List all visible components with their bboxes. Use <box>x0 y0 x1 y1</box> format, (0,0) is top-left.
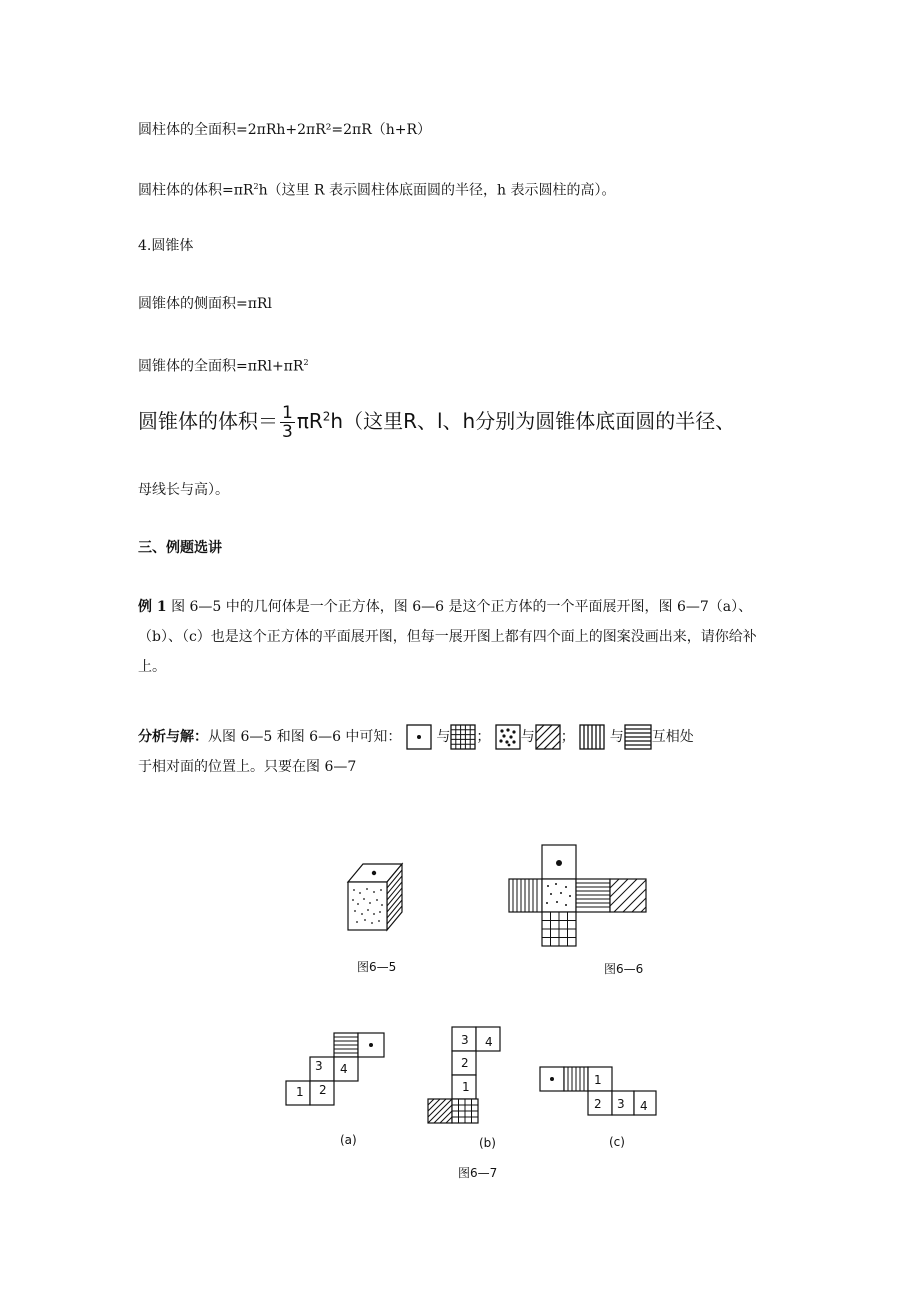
superscript: 2 <box>322 409 331 424</box>
text: 于相对面的位置上。只要在图 6—7 <box>138 759 357 775</box>
numerator: 1 <box>282 403 293 423</box>
text: 从图 6—5 和图 6—6 中可知： <box>208 729 402 745</box>
diagonal-face-icon <box>535 724 561 750</box>
example-label: 例 1 <box>138 599 167 615</box>
cylinder-volume-formula <box>138 177 616 201</box>
analysis <box>138 722 778 782</box>
cylinder-surface-formula: 圆柱体的全面积=2πRh+2πR²=2πR（h+R） <box>138 122 432 138</box>
figure-6-7-caption: 图6—7 <box>458 1166 498 1180</box>
text: 与 <box>436 729 451 745</box>
text: 互相处 <box>651 729 694 745</box>
text: 圆锥体的体积＝ <box>138 409 278 433</box>
cone-surface-formula <box>138 353 309 377</box>
fraction <box>280 404 295 441</box>
section-examples-heading: 三、例题选讲 <box>138 540 222 556</box>
figure-6-6-net <box>506 842 652 950</box>
face-number: 3 <box>461 1033 469 1047</box>
example-1 <box>138 592 778 682</box>
text: h（这里 R 表示圆柱体底面圆的半径，h 表示圆柱的高）。 <box>258 182 616 199</box>
face-number: 4 <box>340 1062 348 1076</box>
text: ； <box>560 729 575 745</box>
face-number: 2 <box>594 1097 602 1111</box>
example-text: 图 6—5 中的几何体是一个正方体，图 6—6 是这个正方体的一个平面展开图，图 6—7（a）、（b）、（c）也是这个正方体的平面展开图，但每一展开图上都有四个面上的图案没画出来，请你给补上。 <box>138 599 757 675</box>
horizontal-lines-face-icon <box>624 724 652 750</box>
text: h（这里R、l、h分别为圆锥体底面圆的半径、 <box>330 409 736 433</box>
figure-6-7b-caption: (b) <box>479 1136 496 1150</box>
vertical-lines-face-icon <box>579 724 605 750</box>
face-number: 4 <box>640 1099 648 1113</box>
figure-6-6-caption: 图6—6 <box>604 962 644 976</box>
text: ； <box>476 729 491 745</box>
grid-face-icon <box>450 724 476 750</box>
face-number: 2 <box>319 1083 327 1097</box>
face-number: 4 <box>485 1035 493 1049</box>
text: 与 <box>520 729 535 745</box>
face-number: 2 <box>461 1056 469 1070</box>
text: πR <box>296 409 323 433</box>
face-number: 1 <box>296 1085 304 1099</box>
figure-6-7a-caption: (a) <box>340 1133 357 1147</box>
text: 圆柱体的体积=πR <box>138 182 254 199</box>
text: 圆锥体的全面积=πRl+πR <box>138 358 304 375</box>
figure-6-5-caption: 图6—5 <box>357 960 397 974</box>
section-cone-heading: 4.圆锥体 <box>138 238 194 254</box>
figure-6-5-cube <box>340 856 410 936</box>
text: 与 <box>609 729 624 745</box>
face-number: 1 <box>462 1080 470 1094</box>
cone-lateral-formula: 圆锥体的侧面积=πRl <box>138 296 272 312</box>
figure-6-7c-caption: (c) <box>609 1135 625 1149</box>
face-number: 3 <box>315 1059 323 1073</box>
cone-volume-formula <box>138 404 735 441</box>
denominator: 3 <box>282 422 293 442</box>
dotted-face-icon <box>495 724 521 750</box>
superscript: 2 <box>253 182 259 191</box>
cone-volume-continuation: 母线长与高）。 <box>138 482 229 498</box>
superscript: 2 <box>303 358 309 367</box>
analysis-label: 分析与解： <box>138 729 208 745</box>
dot-face-icon <box>406 724 432 750</box>
face-number: 1 <box>594 1073 602 1087</box>
face-number: 3 <box>617 1097 625 1111</box>
